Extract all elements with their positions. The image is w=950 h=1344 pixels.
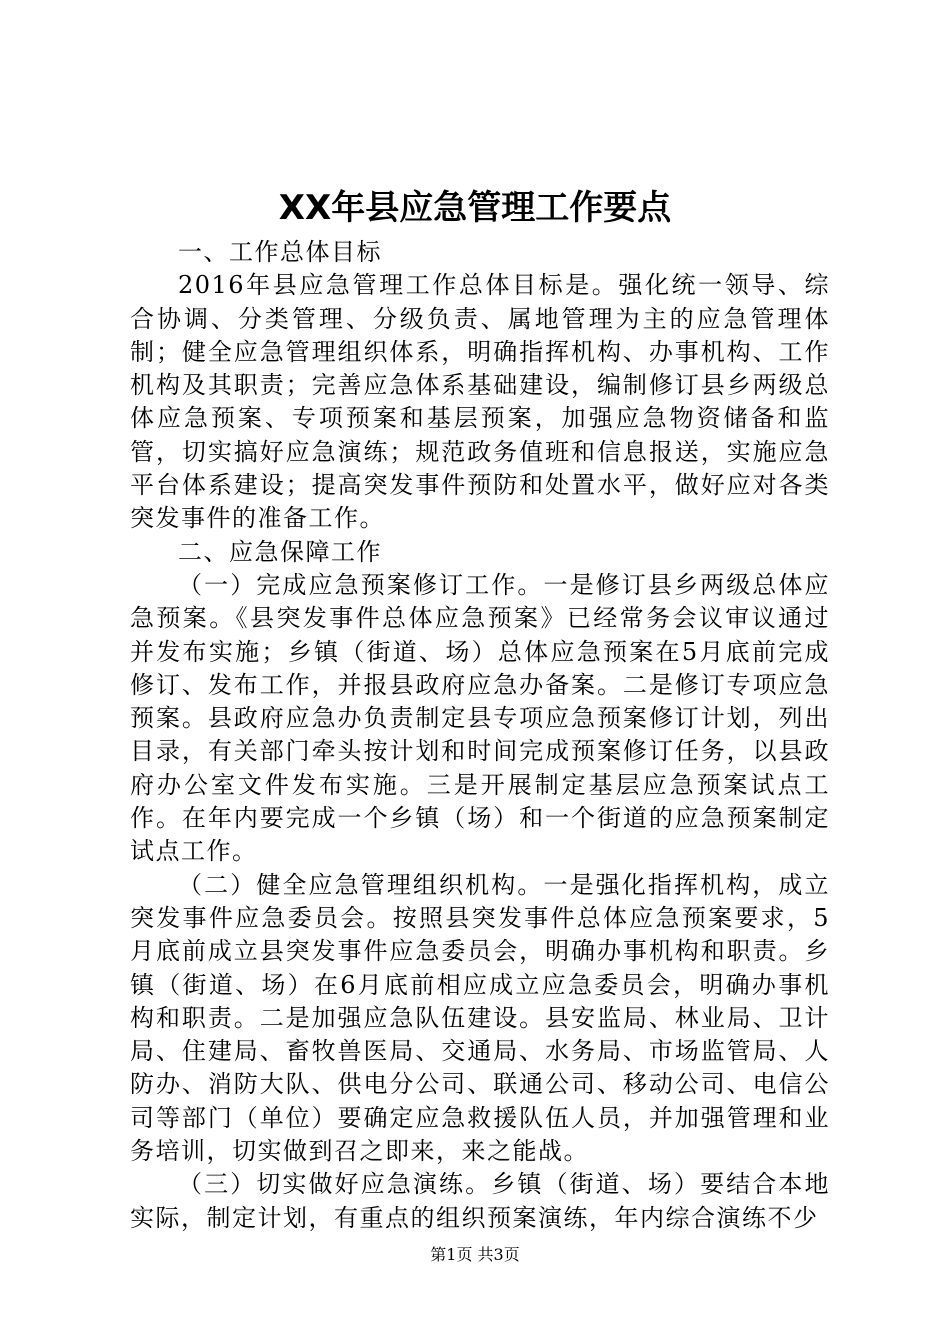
paragraph	[130, 269, 830, 535]
document-body	[130, 236, 830, 1235]
paragraph-lead: （二）健全应急管理组织机构。	[178, 870, 544, 899]
paragraph-text: 2016年县应急管理工作总体目标是。强化统一领导、综合协调、分类管理、分级负责、属地管理为主的应急管理体制；健全应急管理组织体系，明确指挥机构、办事机构、工作机构及其职责；完善应急体系基础建设，编制修订县乡两级总体应急预案、专项预案和基层预案，加强应急物资储备和监管，切实搞好应急演练；规范政务值班和信息报送，实施应急平台体系建设；提高突发事件预防和处置水平，做好应对各类突发事件的准备工作。	[130, 271, 830, 533]
document-title: XX年县应急管理工作要点	[278, 188, 672, 228]
paragraph-lead: （一）完成应急预案修订工作。	[178, 570, 544, 599]
paragraph-text: 一是强化指挥机构，成立突发事件应急委员会。按照县突发事件总体应急预案要求，5月底前成立县突发事件应急委员会，明确办事机构和职责。乡镇（街道、场）在6月底前相应成立应急委员会，明确办事机构和职责。二是加强应急队伍建设。县安监局、林业局、卫计局、住建局、畜牧兽医局、交通局、水务局、市场监管局、人防办、消防大队、供电分公司、联通公司、移动公司、电信公司等部门（单位）要确定应急救援队伍人员，并加强管理和业务培训，切实做到召之即来，来之能战。	[130, 870, 831, 1166]
paragraph-text: 乡镇（街道、场）要结合本地实际，制定计划，有重点的组织预案演练，年内综合演练不少	[130, 1170, 830, 1232]
paragraph	[130, 569, 830, 869]
paragraph-lead: （三）切实做好应急演练。	[178, 1170, 492, 1199]
page-number-footer: 第1页 共3页	[430, 1245, 520, 1264]
section-heading: 二、应急保障工作	[178, 537, 382, 566]
paragraph-text: 一是修订县乡两级总体应急预案。《县突发事件总体应急预案》已经常务会议审议通过并发布实施；乡镇（街道、场）总体应急预案在5月底前完成修订、发布工作，并报县政府应急办备案。二是修订专项应急预案。县政府应急办负责制定县专项应急预案修订计划，列出目录，有关部门牵头按计划和时间完成预案修订任务，以县政府办公室文件发布实施。三是开展制定基层应急预案试点工作。在年内要完成一个乡镇（场）和一个街道的应急预案制定试点工作。	[130, 570, 831, 866]
section-heading: 一、工作总体目标	[178, 238, 382, 266]
paragraph	[130, 1168, 830, 1235]
paragraph	[130, 869, 830, 1169]
